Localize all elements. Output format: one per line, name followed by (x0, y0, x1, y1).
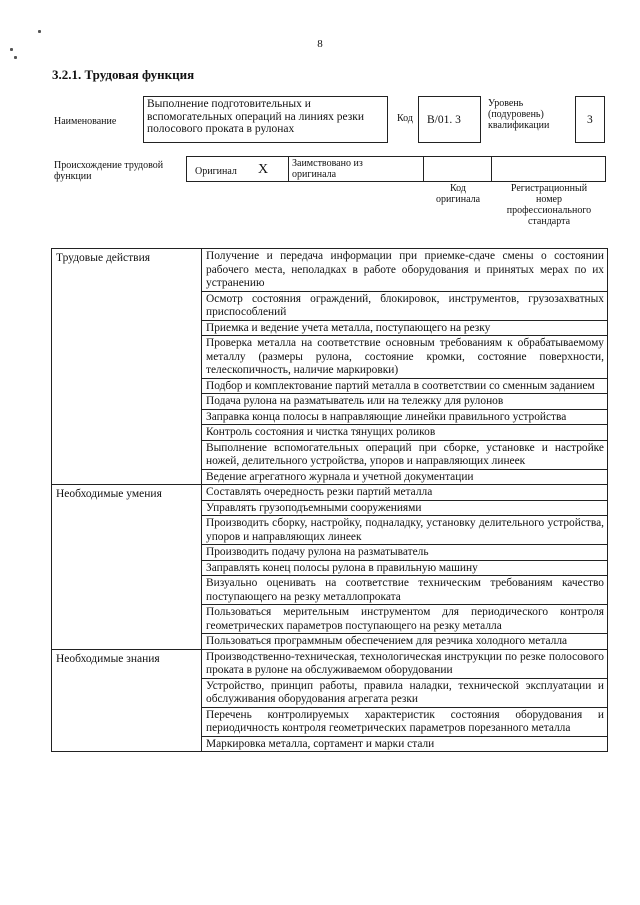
name-label: Наименование (54, 116, 117, 127)
items-cell (202, 249, 608, 485)
list-item: Выполнение вспомогательных операций при сборке, установке и настройке ножей, делительного устройства, упоров и направляющих линеек (202, 441, 607, 470)
list-item: Подача рулона на разматыватель или на тележку для рулонов (202, 394, 607, 410)
page-number: 8 (317, 38, 323, 50)
items-cell (202, 649, 608, 752)
list-item: Перечень контролируемых характеристик состояния оборудования и периодичность контроля геометрических параметров порезанного металла (202, 708, 607, 737)
scan-mark (38, 30, 41, 33)
list-item: Пользоваться мерительным инструментом для периодического контроля геометрических параметров поступающего на резку металла (202, 605, 607, 634)
section-title-cell: Необходимые знания (52, 649, 202, 752)
list-item: Проверка металла на соответствие основным требованиям к обрабатываемому металлу (размеры рулона, состояние кромки, состояние поверхности, телескопичность, наличие маркировки) (202, 336, 607, 379)
list-item: Визуально оценивать на соответствие техническим требованиям качество поступающего на резку металлопроката (202, 576, 607, 605)
list-item: Приемка и ведение учета металла, поступающего на резку (202, 321, 607, 337)
original-label: Оригинал (195, 166, 237, 177)
level-label: Уровень (подуровень) квалификации (488, 98, 550, 131)
origin-divider (288, 156, 289, 182)
list-item: Маркировка металла, сортамент и марки стали (206, 737, 435, 750)
name-value: Выполнение подготовительных и вспомогательных операций на линиях резки полосового проката в рулонах (143, 96, 388, 143)
list-item: Заправка конца полосы в направляющие линейки правильного устройства (202, 410, 607, 426)
section-title-cell: Необходимые умения (52, 485, 202, 650)
table-row (52, 249, 608, 485)
section-title-cell: Трудовые действия (52, 249, 202, 485)
level-value: 3 (575, 96, 605, 143)
code-original-label: Код оригинала (435, 183, 481, 205)
code-label: Код (397, 113, 413, 124)
list-item: Производственно-техническая, технологическая инструкции по резке полосового проката в рулоне на обслуживаемом оборудовании (202, 650, 607, 679)
borrowed-label: Заимствовано из оригинала (292, 158, 363, 180)
items-cell (202, 485, 608, 650)
section-title: 3.2.1. Трудовая функция (52, 67, 195, 82)
reg-number-label: Регистрационный номер профессионального стандарта (506, 183, 592, 227)
list-item: Осмотр состояния ограждений, блокировок, инструментов, грузозахватных приспособлений (202, 292, 607, 321)
list-item: Составлять очередность резки партий металла (202, 485, 607, 501)
list-item: Устройство, принцип работы, правила наладки, технической эксплуатации и обслуживания оборудования агрегата резки (202, 679, 607, 708)
list-item: Контроль состояния и чистка тянущих роликов (202, 425, 607, 441)
table-row (52, 485, 608, 650)
list-item: Производить подачу рулона на разматыватель (202, 545, 607, 561)
list-item: Подбор и комплектование партий металла в соответствии со сменным заданием (202, 379, 607, 395)
list-item: Ведение агрегатного журнала и учетной документации (206, 470, 474, 483)
code-value: В/01. 3 (418, 96, 481, 143)
function-table (51, 248, 608, 752)
list-item: Производить сборку, настройку, подналадку, установку делительного устройства, упоров и направляющих линеек (202, 516, 607, 545)
original-mark: X (258, 162, 269, 177)
scan-mark (14, 56, 17, 59)
origin-divider (423, 156, 424, 182)
origin-label: Происхождение трудовой функции (54, 160, 164, 182)
list-item: Управлять грузоподъемными сооружениями (202, 501, 607, 517)
list-item: Пользоваться программным обеспечением для резчика холодного металла (206, 635, 568, 647)
list-item: Заправлять конец полосы рулона в правильную машину (202, 561, 607, 577)
table-row (52, 649, 608, 752)
list-item: Получение и передача информации при приемке-сдаче смены о состоянии рабочего места, неполадках в работе оборудования и принятых мерах по их устранению (202, 249, 607, 292)
origin-divider (491, 156, 492, 182)
